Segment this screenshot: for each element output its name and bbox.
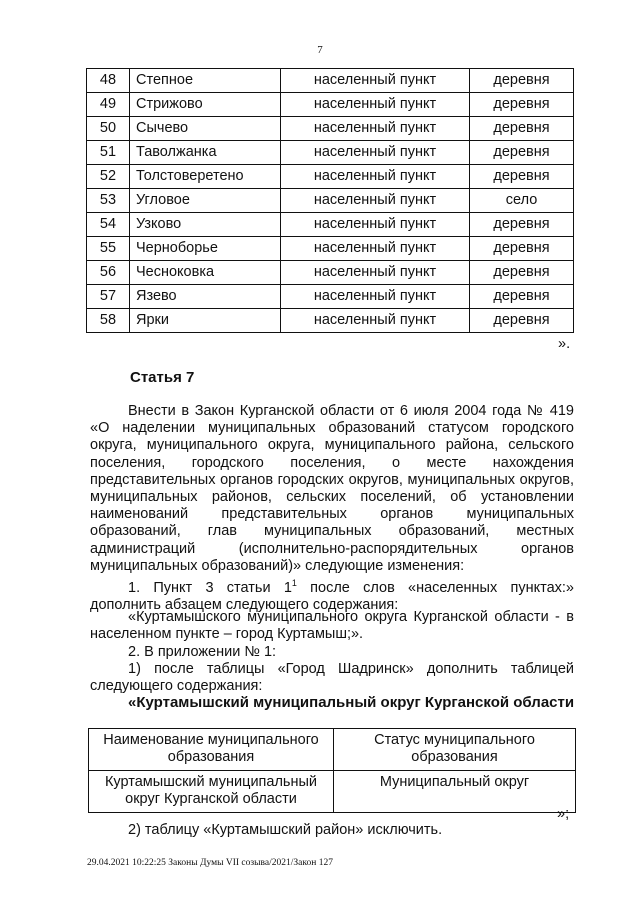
settlement-status: деревня [470,117,574,141]
settlement-name: Стрижово [130,93,281,117]
settlement-status: деревня [470,69,574,93]
point-2-text: 2. В приложении № 1: [128,644,277,660]
settlement-kind: населенный пункт [281,69,470,93]
table-closing-mark: ». [558,336,571,352]
row-number: 49 [87,93,130,117]
settlement-name: Таволжанка [130,141,281,165]
settlement-kind: населенный пункт [281,117,470,141]
municipal-table-header-status: Статус муниципального образования [334,729,576,771]
article-title: Статья 7 [130,369,195,386]
row-number: 55 [87,237,130,261]
page-number: 7 [317,44,323,56]
settlement-kind: населенный пункт [281,213,470,237]
settlements-table [86,68,574,333]
municipal-table-cell-status: Муниципальный округ [334,771,576,813]
settlement-name: Угловое [130,189,281,213]
settlement-name: Сычево [130,117,281,141]
municipal-table-header-name: Наименование муниципального образования [89,729,334,771]
point-1-quote-paragraph [90,609,574,643]
municipal-table-heading: «Куртамышский муниципальный округ Курганской области [128,694,575,711]
settlement-status: деревня [470,261,574,285]
point-2-sub-1-text: 1) после таблицы «Город Шадринск» дополнить таблицей следующего содержания: [90,661,574,695]
settlement-kind: населенный пункт [281,189,470,213]
row-number: 57 [87,285,130,309]
settlement-status: деревня [470,237,574,261]
settlements-table-body [87,69,574,333]
document-footer: 29.04.2021 10:22:25 Законы Думы VII созыва/2021/Закон 127 [87,858,333,868]
settlement-name: Черноборье [130,237,281,261]
settlement-status: село [470,189,574,213]
settlement-row [87,69,574,93]
municipal-table-row [89,771,576,813]
municipal-table-header-row [89,729,576,771]
settlement-name: Толстоверетено [130,165,281,189]
municipal-table-cell-name: Куртамышский муниципальный округ Курганской области [89,771,334,813]
settlement-kind: населенный пункт [281,93,470,117]
settlement-row [87,141,574,165]
settlement-kind: населенный пункт [281,285,470,309]
settlement-name: Ярки [130,309,281,333]
row-number: 52 [87,165,130,189]
row-number: 48 [87,69,130,93]
row-number: 54 [87,213,130,237]
settlement-row [87,93,574,117]
point-1-before: 1. Пункт 3 статьи 1 [128,580,292,596]
row-number: 50 [87,117,130,141]
point-1-quote-text: «Куртамышского муниципального округа Курганской области - в населенном пункте – город Куртамыш;». [90,609,574,643]
settlement-row [87,117,574,141]
settlement-status: деревня [470,213,574,237]
settlement-kind: населенный пункт [281,237,470,261]
row-number: 53 [87,189,130,213]
settlement-status: деревня [470,93,574,117]
settlement-kind: населенный пункт [281,165,470,189]
point-1-after: после слов «населенных пунктах:» дополнить абзацем следующего содержания: [90,580,574,614]
settlement-kind: населенный пункт [281,261,470,285]
row-number: 56 [87,261,130,285]
settlement-row [87,237,574,261]
row-number: 51 [87,141,130,165]
settlement-status: деревня [470,285,574,309]
settlement-row [87,165,574,189]
settlement-kind: населенный пункт [281,309,470,333]
settlement-status: деревня [470,165,574,189]
article-intro-paragraph [90,403,574,575]
settlement-name: Степное [130,69,281,93]
row-number: 58 [87,309,130,333]
intro-text: Внести в Закон Курганской области от 6 июля 2004 года № 419 «О наделении муниципальных образований статусом городского округа, муниципального округа, муниципального района, сельского поселения, городского поселения, о месте нахождения представительных органов городских округов, муниципальных округов, муниципальных районов, сельских поселений, об установлении наименований представительных органов муниципальных образований, глав муниципальных образований, местных администраций (исполнительно-распорядительных органов муниципальных образований)» следующие изменения: [90,403,574,574]
settlement-status: деревня [470,141,574,165]
settlement-kind: населенный пункт [281,141,470,165]
settlement-row [87,309,574,333]
point-2-sub-1-paragraph [90,661,574,695]
settlement-name: Узково [130,213,281,237]
settlement-status: деревня [470,309,574,333]
settlement-row [87,213,574,237]
settlement-row [87,261,574,285]
point-2-sub-2-text: 2) таблицу «Куртамышский район» исключить. [128,822,443,838]
municipal-status-table [88,728,576,813]
settlement-row [87,189,574,213]
footnote-superscript: 1 [291,578,297,588]
settlement-name: Чесноковка [130,261,281,285]
point-2-paragraph [90,644,574,661]
settlement-row [87,285,574,309]
municipal-table-closing-mark: »; [557,806,570,822]
settlement-name: Язево [130,285,281,309]
